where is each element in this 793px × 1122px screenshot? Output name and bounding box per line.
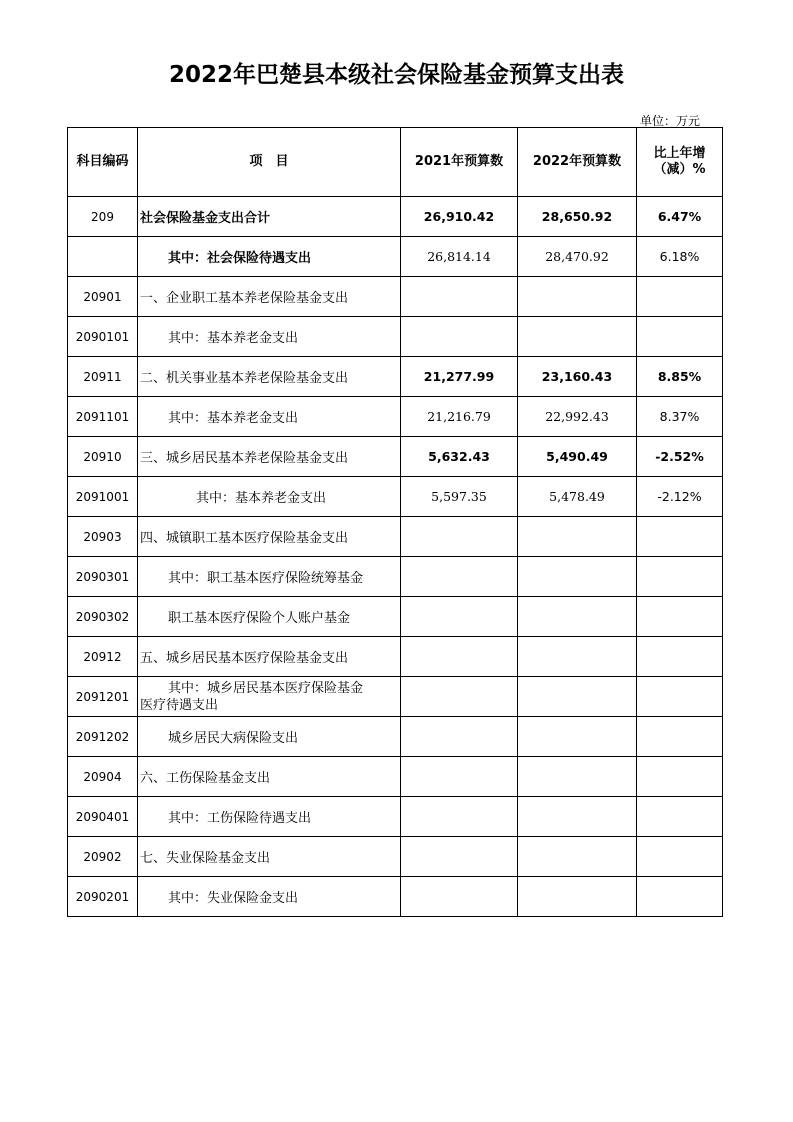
row-code: 20901: [68, 277, 138, 317]
page-title: 2022年巴楚县本级社会保险基金预算支出表: [168, 62, 624, 88]
row-change: 8.37%: [637, 397, 723, 437]
row-2022: 5,490.49: [518, 437, 637, 477]
table-row: [68, 597, 723, 637]
table-row: [68, 877, 723, 917]
row-code: 2091202: [68, 717, 138, 757]
table-row: [68, 517, 723, 557]
row-2022: 22,992.43: [518, 397, 637, 437]
table-row: [68, 717, 723, 757]
row-2021: [401, 877, 518, 917]
table-row: [68, 677, 723, 717]
row-name: 七、失业保险基金支出: [138, 837, 401, 877]
row-2021: 26,814.14: [401, 237, 518, 277]
row-code: 20911: [68, 357, 138, 397]
row-code: 20910: [68, 437, 138, 477]
table-row: [68, 637, 723, 677]
row-name: 三、城乡居民基本养老保险基金支出: [138, 437, 401, 477]
row-2022: [518, 757, 637, 797]
row-change: [637, 677, 723, 717]
header-change-line2: （减）%: [653, 162, 706, 177]
row-2022: [518, 837, 637, 877]
row-change: [637, 557, 723, 597]
row-name: 其中：基本养老金支出: [138, 477, 401, 517]
header-item: 项 目: [138, 128, 401, 197]
row-name: 职工基本医疗保险个人账户基金: [138, 597, 401, 637]
table-row: [68, 357, 723, 397]
row-name: 城乡居民大病保险支出: [138, 717, 401, 757]
row-change: [637, 277, 723, 317]
row-change: [637, 317, 723, 357]
row-2022: [518, 637, 637, 677]
header-change: [637, 128, 723, 197]
row-2021: [401, 637, 518, 677]
row-change: [637, 757, 723, 797]
row-2022: 28,470.92: [518, 237, 637, 277]
row-change: 6.18%: [637, 237, 723, 277]
row-2022: [518, 557, 637, 597]
row-code: 2090201: [68, 877, 138, 917]
row-name: 其中：基本养老金支出: [138, 317, 401, 357]
row-2021: [401, 517, 518, 557]
header-2022-budget: 2022年预算数: [518, 128, 637, 197]
row-2021: 5,632.43: [401, 437, 518, 477]
table-row: [68, 837, 723, 877]
row-code: 20904: [68, 757, 138, 797]
row-change: [637, 877, 723, 917]
table-row: [68, 797, 723, 837]
row-code: 2090101: [68, 317, 138, 357]
row-name: 其中：工伤保险待遇支出: [138, 797, 401, 837]
row-name: 六、工伤保险基金支出: [138, 757, 401, 797]
row-code: 20902: [68, 837, 138, 877]
table-row: [68, 277, 723, 317]
row-change: [637, 517, 723, 557]
row-name: 其中：失业保险金支出: [138, 877, 401, 917]
row-2022: [518, 597, 637, 637]
row-change: -2.52%: [637, 437, 723, 477]
unit-label: 单位：万元: [640, 114, 701, 128]
table-row: [68, 437, 723, 477]
row-2021: [401, 837, 518, 877]
table-row: [68, 397, 723, 437]
row-2021: [401, 757, 518, 797]
row-2022: 23,160.43: [518, 357, 637, 397]
row-name: 其中：社会保险待遇支出: [138, 237, 401, 277]
table-row: [68, 757, 723, 797]
row-2021: [401, 277, 518, 317]
row-code: 2090401: [68, 797, 138, 837]
row-2021: [401, 317, 518, 357]
row-change: 8.85%: [637, 357, 723, 397]
row-name-line2: 医疗待遇支出: [140, 697, 219, 713]
row-code: 209: [68, 197, 138, 237]
row-code: [68, 237, 138, 277]
row-2021: [401, 557, 518, 597]
row-2021: 26,910.42: [401, 197, 518, 237]
row-code: 2090301: [68, 557, 138, 597]
table-row: [68, 557, 723, 597]
row-2021: [401, 797, 518, 837]
row-name-line1: 其中：城乡居民基本医疗保险基金: [168, 680, 364, 696]
row-name: 一、企业职工基本养老保险基金支出: [138, 277, 401, 317]
row-2022: [518, 317, 637, 357]
table-header-row: [68, 128, 723, 197]
row-code: 20912: [68, 637, 138, 677]
row-name: 四、城镇职工基本医疗保险基金支出: [138, 517, 401, 557]
row-change: [637, 717, 723, 757]
row-2022: [518, 277, 637, 317]
row-2022: 5,478.49: [518, 477, 637, 517]
row-2021: [401, 597, 518, 637]
row-2022: [518, 717, 637, 757]
row-change: 6.47%: [637, 197, 723, 237]
header-code: 科目编码: [68, 128, 138, 197]
row-name: 社会保险基金支出合计: [138, 197, 401, 237]
row-2021: 5,597.35: [401, 477, 518, 517]
row-change: [637, 637, 723, 677]
row-2021: 21,216.79: [401, 397, 518, 437]
row-code: 2091001: [68, 477, 138, 517]
row-2021: 21,277.99: [401, 357, 518, 397]
row-name: 其中：基本养老金支出: [138, 397, 401, 437]
row-code: 2090302: [68, 597, 138, 637]
table-row: [68, 237, 723, 277]
row-2021: [401, 717, 518, 757]
table-row: [68, 197, 723, 237]
table-row: [68, 477, 723, 517]
row-name: 其中：职工基本医疗保险统筹基金: [138, 557, 401, 597]
row-change: [637, 797, 723, 837]
row-2022: [518, 877, 637, 917]
row-change: [637, 597, 723, 637]
row-2022: 28,650.92: [518, 197, 637, 237]
budget-table: [67, 127, 723, 917]
table-row: [68, 317, 723, 357]
row-name: 二、机关事业基本养老保险基金支出: [138, 357, 401, 397]
row-code: 20903: [68, 517, 138, 557]
row-code: 2091201: [68, 677, 138, 717]
header-2021-budget: 2021年预算数: [401, 128, 518, 197]
row-change: -2.12%: [637, 477, 723, 517]
row-2022: [518, 677, 637, 717]
row-change: [637, 837, 723, 877]
row-2022: [518, 797, 637, 837]
row-2022: [518, 517, 637, 557]
row-2021: [401, 677, 518, 717]
row-name: 五、城乡居民基本医疗保险基金支出: [138, 637, 401, 677]
row-code: 2091101: [68, 397, 138, 437]
header-change-line1: 比上年增: [653, 146, 706, 161]
row-name: [138, 677, 401, 717]
